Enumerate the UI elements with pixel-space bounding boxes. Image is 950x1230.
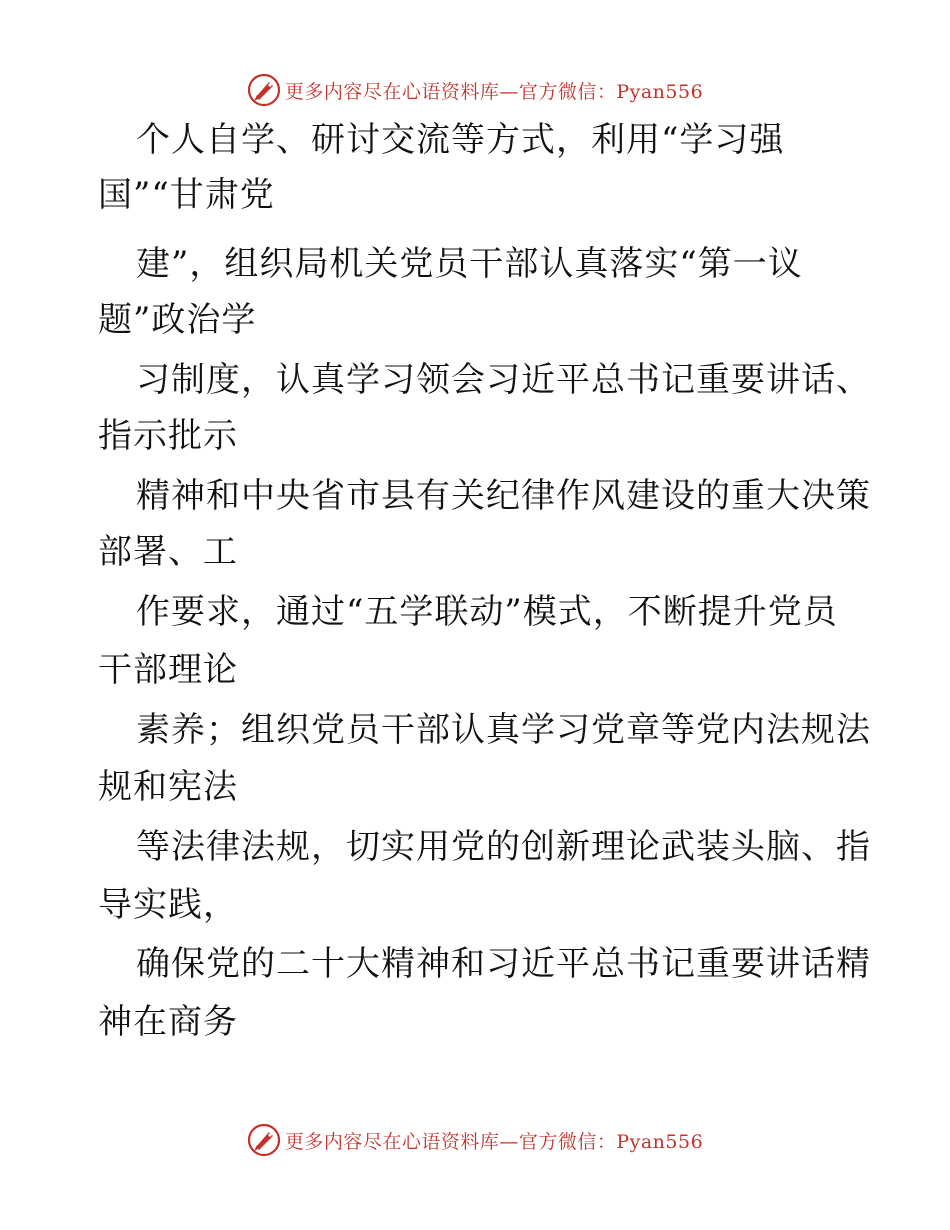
text-line: 导实践， xyxy=(98,885,238,925)
text-line: 国”“甘肃党 xyxy=(98,175,275,215)
text-line: 作要求，通过“五学联动”模式，不断提升党员 xyxy=(136,592,838,632)
text-line: 精神和中央省市县有关纪律作风建设的重大决策 xyxy=(136,476,871,516)
text-line: 素养；组织党员干部认真学习党章等党内法规法 xyxy=(136,710,871,750)
text-line: 等法律法规，切实用党的创新理论武装头脑、指 xyxy=(136,827,871,867)
header-banner-text: 更多内容尽在心语资料库—官方微信：Pyan556 xyxy=(284,80,704,103)
pen-nib-logo-icon xyxy=(247,73,281,107)
text-line: 建”，组织局机关党员干部认真落实“第一议 xyxy=(136,244,803,284)
text-line: 指示批示 xyxy=(98,416,238,456)
text-line: 神在商务 xyxy=(98,1002,238,1042)
text-line: 干部理论 xyxy=(98,650,238,690)
pen-nib-logo-icon xyxy=(247,1123,281,1157)
text-line: 部署、工 xyxy=(98,532,238,572)
text-line: 规和宪法 xyxy=(98,767,238,807)
header-banner xyxy=(0,72,950,108)
text-line: 个人自学、研讨交流等方式，利用“学习强 xyxy=(136,120,785,160)
text-line: 确保党的二十大精神和习近平总书记重要讲话精 xyxy=(136,944,871,984)
text-line: 题”政治学 xyxy=(98,300,257,340)
text-line: 习制度，认真学习领会习近平总书记重要讲话、 xyxy=(136,360,871,400)
footer-banner xyxy=(0,1122,950,1158)
footer-banner-text: 更多内容尽在心语资料库—官方微信：Pyan556 xyxy=(284,1130,704,1153)
